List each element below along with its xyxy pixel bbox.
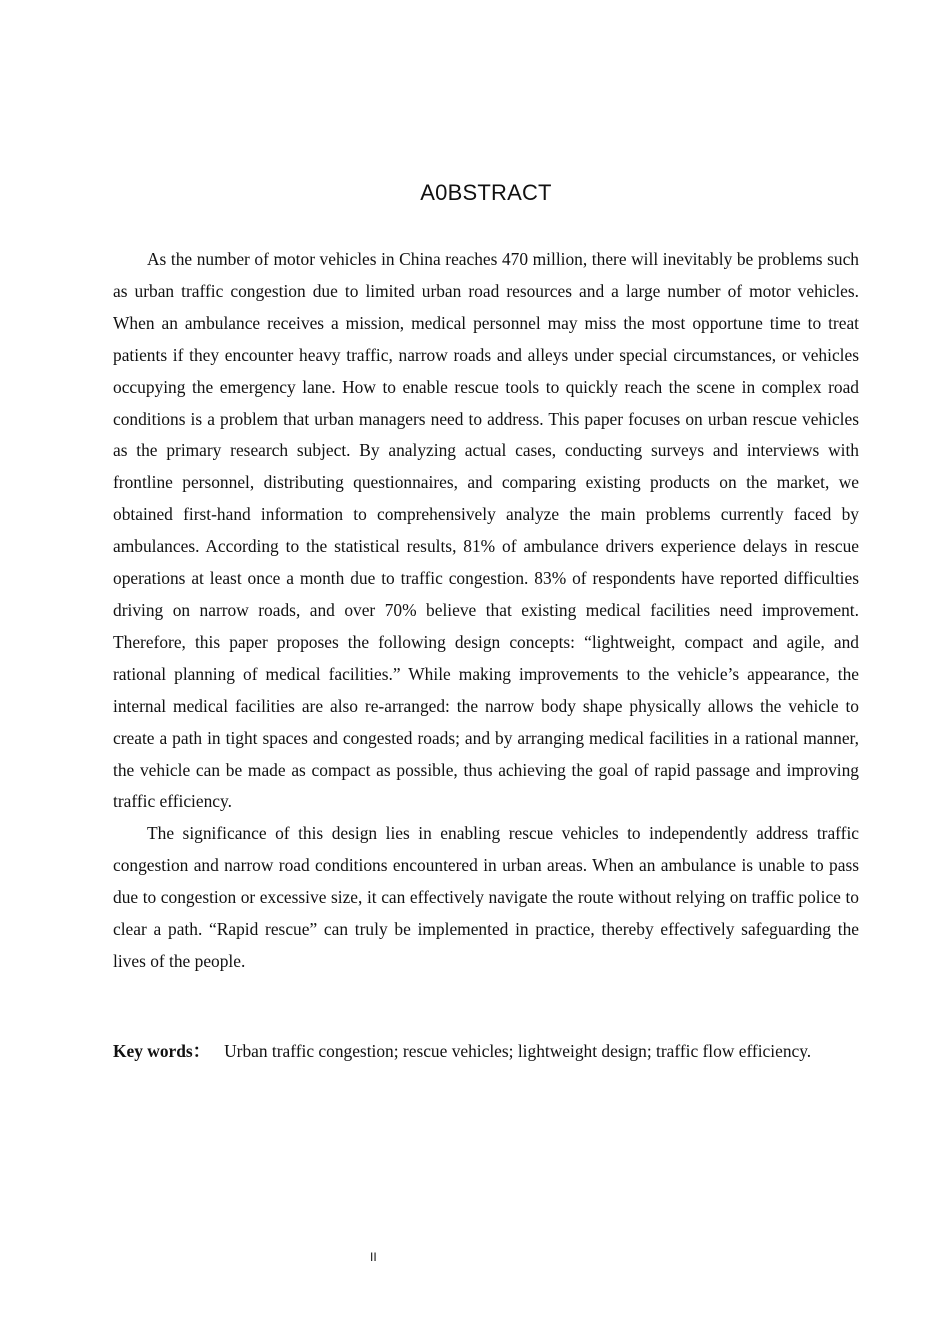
abstract-paragraph-2: The significance of this design lies in enabling rescue vehicles to independently address traffic congestion and narrow road conditions encountered in urban areas. When an ambulance is unable to pass due to congestion or excessive size, it can effectively navigate the route without relying on traffic police to clear a path. “Rapid rescue” can truly be implemented in practice, thereby effectively safeguarding the lives of the people.: [113, 823, 859, 971]
keywords-line: [113, 1040, 859, 1062]
keywords-label: Key words：: [113, 1041, 211, 1061]
keywords-text: Urban traffic congestion; rescue vehicles; lightweight design; traffic flow efficiency.: [224, 1041, 812, 1061]
abstract-paragraph-1: As the number of motor vehicles in China reaches 470 million, there will inevitably be problems such as urban traffic congestion due to limited urban road resources and a large number of motor vehicles. When an ambulance receives a mission, medical personnel may miss the most opportune time to treat patients if they encounter heavy traffic, narrow roads and alleys under special circumstances, or vehicles occupying the emergency lane. How to enable rescue tools to quickly reach the scene in complex road conditions is a problem that urban managers need to address. This paper focuses on urban rescue vehicles as the primary research subject. By analyzing actual cases, conducting surveys and interviews with frontline personnel, distributing questionnaires, and comparing existing products on the market, we obtained first-hand information to comprehensively analyze the main problems currently faced by ambulances. According to the statistical results, 81% of ambulance drivers experience delays in rescue operations at least once a month due to traffic congestion. 83% of respondents have reported difficulties driving on narrow roads, and over 70% believe that existing medical facilities need improvement. Therefore, this paper proposes the following design concepts: “lightweight, compact and agile, and rational planning of medical facilities.” While making improvements to the vehicle’s appearance, the internal medical facilities are also re-arranged: the narrow body shape physically allows the vehicle to create a path in tight spaces and congested roads; and by arranging medical facilities in a rational manner, the vehicle can be made as compact as possible, thus achieving the goal of rapid passage and improving traffic efficiency.: [113, 249, 859, 812]
page-number: II: [370, 1250, 377, 1264]
abstract-title: A0BSTRACT: [420, 180, 552, 205]
abstract-body: [113, 244, 859, 978]
